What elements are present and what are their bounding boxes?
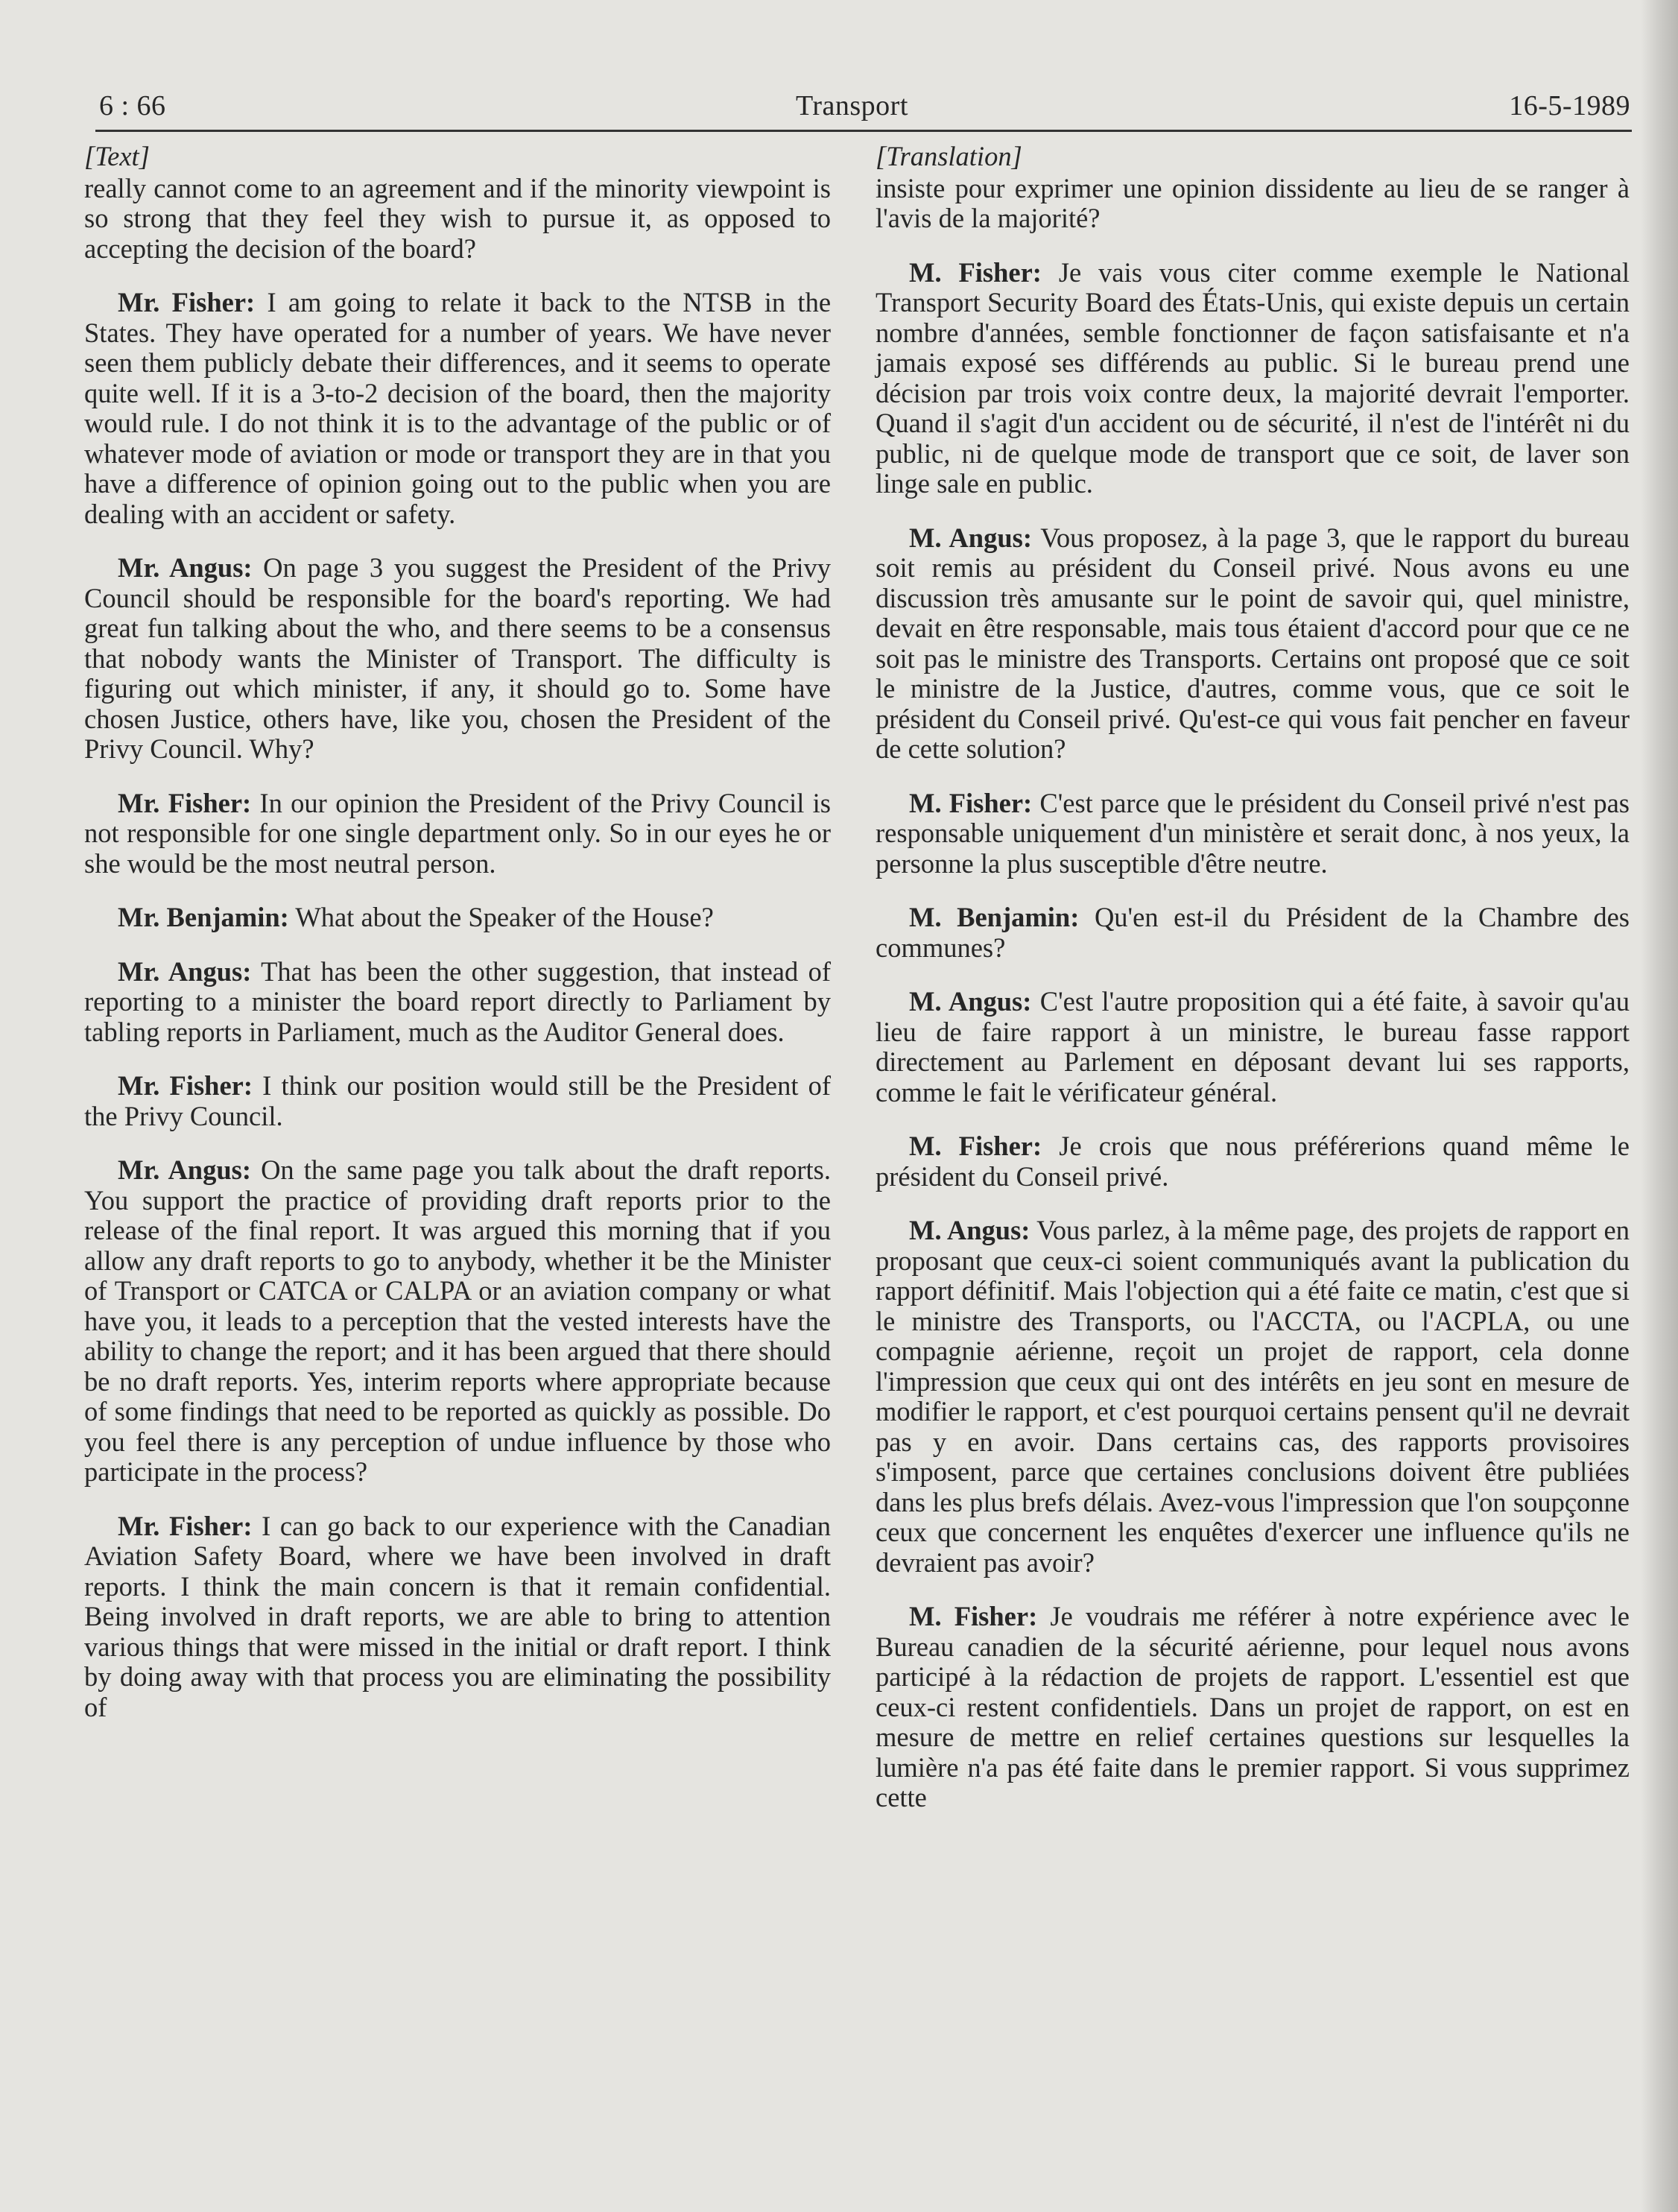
speech-text: On the same page you talk about the draft reports. You support the practice of providing draft reports prior to the release of the final report. It was argued this morning that if you allow any draft reports to go to anybody, whether it be the Minister of Transport or CATCA or CALPA or an aviation company or what have you, it leads to a perception that the vested interests have the ability to change the report; and it has been argued that there should be no draft reports. Yes, interim reports where appropriate because of some findings that need to be reported as quickly as possible. Do you feel there is any perception of undue influence by those who participate in the process? [84,1154,831,1487]
transcript-paragraph [84,553,831,765]
speaker-name: Mr. Angus: [118,955,252,987]
french-column [876,142,1630,1813]
transcript-paragraph [876,903,1630,963]
speech-text: That has been the other suggestion, that instead of reporting to a minister the board report directly to Parliament by tabling reports in Parliament, much as the Auditor General does. [84,955,832,1047]
transcript-paragraph [876,1131,1630,1192]
transcript-paragraph [876,987,1630,1107]
speech-text: C'est parce que le président du Conseil privé n'est pas responsable uniquement d'un ministère et serait donc, à nos yeux, la personne la plus susceptible d'être neutre. [876,787,1630,879]
speaker-name: Mr. Benjamin: [118,902,289,932]
transcript-paragraph [876,789,1630,879]
transcript-paragraph [876,258,1630,499]
speech-text: Je voudrais me référer à notre expérience avec le Bureau canadien de la sécurité aérienne, pour lequel nous avons participé à la rédaction de projets de rapport. L'essentiel est que ceux-ci restent confidentiels. Dans un projet de rapport, on est en mesure de mettre en relief certaines questions sur lesquelles la lumière n'a pas été faite dans le premier rapport. Si vous supprimez cette [876,1601,1630,1813]
transcript-paragraph [876,1602,1630,1813]
binding-edge [1641,0,1678,2212]
speech-text: What about the Speaker of the House? [295,902,714,932]
speech-text: Je vais vous citer comme exemple le National Transport Security Board des États-Unis, qui existe depuis un certain nombre d'années, semble fonctionner de façon satisfaisante et n'a jamais exposé ses différends au public. Si le bureau prend une décision par trois voix contre deux, la majorité devrait l'emporter. Quand il s'agit d'un accident ou de sécurité, il n'est de l'intérêt ni du public, ni de quelque mode de transport que ce soit, de laver son linge sale en public. [876,256,1630,499]
speech-text: insiste pour exprimer une opinion dissidente au lieu de se ranger à l'avis de la majorité? [876,172,1630,233]
transcript-paragraph [876,174,1630,234]
transcript-paragraph [876,1216,1630,1578]
speech-text: I think our position would still be the President of the Privy Council. [84,1070,832,1131]
speech-text: I am going to relate it back to the NTSB in the States. They have operated for a number of years. We have never seen them publicly debate their differences, and it seems to operate quite well. If it is a 3-to-2 decision of the board, then the majority would rule. I do not think it is to the advantage of the public or of whatever mode of aviation or mode or transport they are in that you have a difference of opinion going out to the public when you are dealing with an accident or safety. [84,287,832,529]
speech-text: I can go back to our experience with the Canadian Aviation Safety Board, where we have been involved in draft reports. I think the main concern is that it remain confidential. Being involved in draft reports, we are able to bring to attention various things that were missed in the initial or draft report. I think by doing away with that process you are eliminating the possibility of [84,1510,832,1722]
committee-title: Transport [796,90,908,121]
speaker-name: Mr. Angus: [118,552,253,583]
page-number: 6 : 66 [99,90,166,121]
speech-text: really cannot come to an agreement and if the minority viewpoint is so strong that they feel they wish to pursue it, as opposed to accepting the decision of the board? [84,172,831,264]
transcript-paragraph [84,957,831,1048]
transcript-paragraph [84,288,831,529]
speech-text: Vous proposez, à la page 3, que le rapport du bureau soit remis au président du Conseil privé. Nous avons eu une discussion très amusante sur le point de savoir qui, quel ministre, devait en être responsable, mais tous étaient d'accord pour que ce ne soit pas le ministre des Transports. Certains ont proposé que ce soit le ministre de la Justice, d'autres, comme vous, que ce soit le président du Conseil privé. Qu'est-ce qui vous fait pencher en faveur de cette solution? [876,522,1630,764]
speaker-name: M. Angus: [909,522,1032,553]
english-column [84,142,831,1722]
transcript-paragraph [84,1071,831,1131]
translation-label: [Translation] [876,141,1022,171]
speaker-name: Mr. Fisher: [118,1070,253,1101]
speech-text: C'est l'autre proposition qui a été faite, à savoir qu'au lieu de faire rapport à un ministre, le bureau fasse rapport directement au Parlement en déposant devant lui ses rapports, comme le fait le vérificateur général. [876,986,1630,1107]
transcript-paragraph [84,174,831,265]
transcript-paragraph [84,1511,831,1723]
speaker-name: Mr. Fisher: [118,787,252,818]
speaker-name: Mr. Fisher: [118,287,256,317]
text-label: [Text] [84,141,150,171]
speaker-name: M. Fisher: [909,1601,1038,1631]
speech-text: Vous parlez, à la même page, des projets de rapport en proposant que ceux-ci soient communiqués avant la publication du rapport définitif. Mais l'objection qui a été faite ce matin, c'est que si le ministre des Transports, ou l'ACCTA, ou l'ACPLA, ou une compagnie aérienne, reçoit un projet de rapport, cela donne l'impression que ceux qui ont des intérêts en jeu sont en mesure de modifier le rapport, et c'est pourquoi certains pensent qu'il ne devrait pas y en avoir. Dans certains cas, des rapports provisoires s'imposent, parce que certaines conclusions doivent être publiées dans les plus brefs délais. Avez-vous l'impression que l'on soupçonne ceux que concernent les enquêtes d'exercer une influence qu'ils ne devraient pas avoir? [876,1215,1630,1578]
speaker-name: M. Fisher: [909,787,1033,818]
speech-text: In our opinion the President of the Privy Council is not responsible for one single department only. So in our eyes he or she would be the most neutral person. [84,787,832,879]
transcript-paragraph [84,1155,831,1488]
speaker-name: M. Benjamin: [909,902,1080,932]
transcript-paragraph [84,789,831,879]
speaker-name: M. Fisher: [909,1131,1042,1161]
transcript-paragraph [84,903,831,933]
header-rule [95,130,1632,132]
speaker-name: Mr. Fisher: [118,1510,253,1541]
speech-text: On page 3 you suggest the President of the Privy Council should be responsible for the board's reporting. We had great fun talking about the who, and there seems to be a consensus that nobody wants the Minister of Transport. The difficulty is figuring out which minister, if any, it should go to. Some have chosen Justice, others have, like you, chosen the President of the Privy Council. Why? [84,552,831,764]
speaker-name: M. Angus: [909,1215,1030,1245]
speaker-name: M. Angus: [909,986,1032,1017]
speaker-name: Mr. Angus: [118,1154,252,1185]
sitting-date: 16-5-1989 [1509,90,1630,121]
speaker-name: M. Fisher: [909,256,1042,288]
running-header [99,89,1630,134]
speech-text: Qu'en est-il du Président de la Chambre des communes? [876,902,1630,963]
transcript-paragraph [876,523,1630,765]
speech-text: Je crois que nous préférerions quand même le président du Conseil privé. [876,1131,1630,1192]
